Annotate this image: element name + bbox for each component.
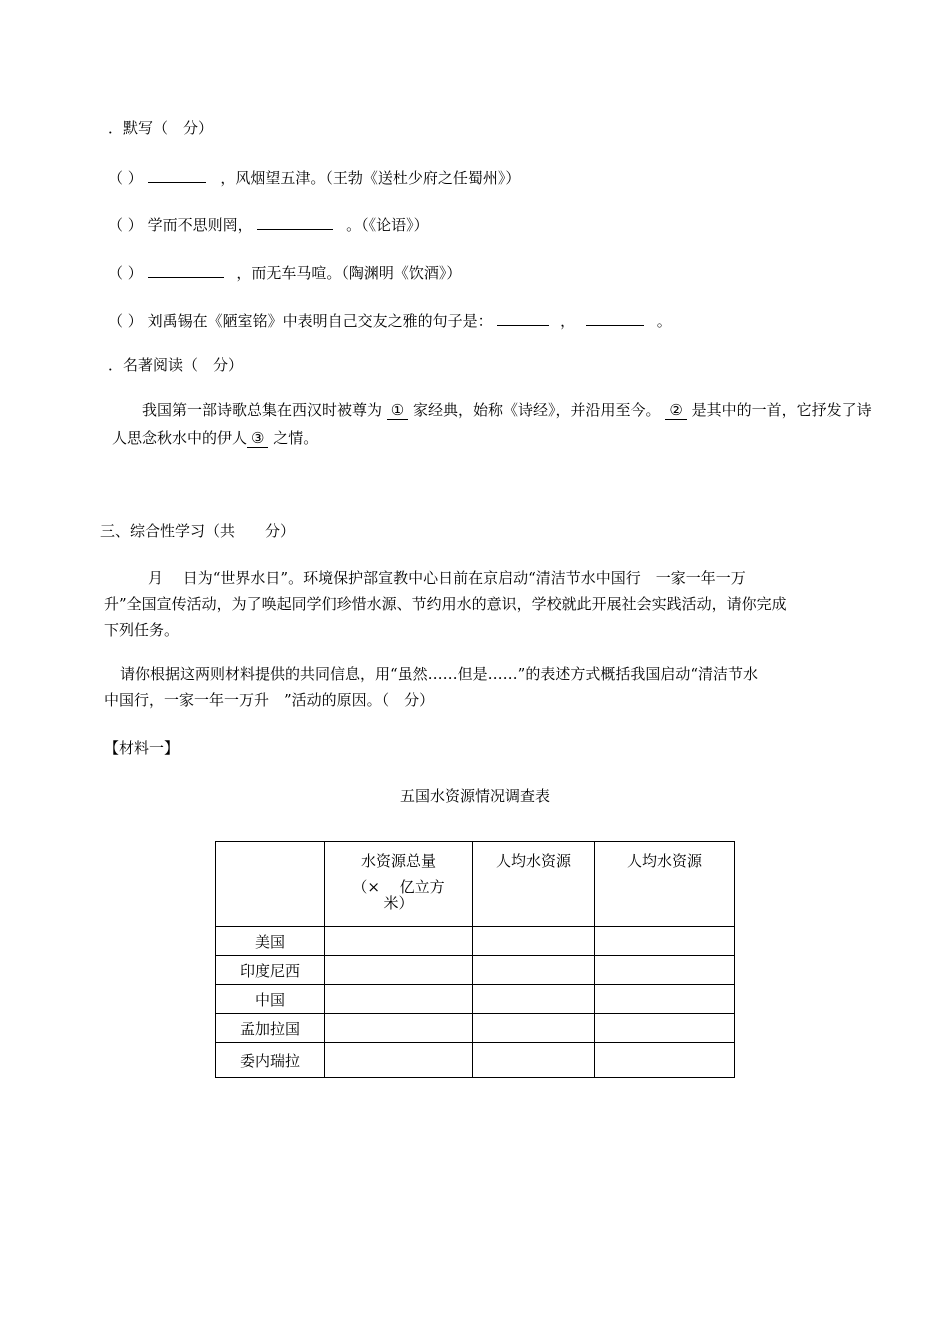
question-number: （ ） bbox=[108, 169, 143, 187]
dictation-question-3 bbox=[108, 261, 461, 283]
material-label: 【材料一】 bbox=[104, 739, 180, 757]
question-number: （ ） bbox=[108, 312, 143, 330]
paragraph-text: 之情。 bbox=[273, 429, 319, 447]
intro-line-2: 升”全国宣传活动，为了唤起同学们珍惜水源、节约用水的意识，学校就此开展社会实践活动，请你完成 bbox=[104, 595, 787, 613]
header-subtext: 米） bbox=[383, 894, 414, 912]
input-cell[interactable] bbox=[325, 1043, 473, 1078]
header-subtext: （× 亿立方 bbox=[352, 878, 445, 896]
input-cell[interactable] bbox=[325, 927, 473, 956]
header-cell-total bbox=[325, 842, 473, 927]
task-line-1: 请你根据这两则材料提供的共同信息，用“虽然……但是……”的表述方式概括我国启动“清洁节水 bbox=[120, 665, 759, 683]
paragraph-text: 我国第一部诗歌总集在西汉时被尊为 bbox=[142, 401, 383, 419]
table-row bbox=[216, 1043, 735, 1078]
integrated-heading: 三、综合性学习（共 分） bbox=[100, 522, 296, 540]
input-cell[interactable] bbox=[473, 927, 595, 956]
header-cell-per-capita-2 bbox=[595, 842, 735, 927]
header-cell-per-capita bbox=[473, 842, 595, 927]
question-text: ，风烟望五津。（王勃《送杜少府之任蜀州》） bbox=[220, 169, 521, 187]
dictation-question-2 bbox=[108, 213, 429, 235]
table-title: 五国水资源情况调查表 bbox=[400, 787, 551, 805]
input-cell[interactable] bbox=[473, 1043, 595, 1078]
input-cell[interactable] bbox=[325, 985, 473, 1014]
table-row bbox=[216, 985, 735, 1014]
task-line-2: 中国行，一家一年一万升 ”活动的原因。（ 分） bbox=[104, 691, 435, 709]
question-number: （ ） bbox=[108, 216, 143, 234]
table-header-row bbox=[216, 842, 735, 927]
question-text: ， bbox=[560, 312, 576, 330]
country-cell: 孟加拉国 bbox=[216, 1014, 325, 1043]
country-cell: 印度尼西 bbox=[216, 956, 325, 985]
table-row bbox=[216, 1014, 735, 1043]
input-cell[interactable] bbox=[325, 1014, 473, 1043]
answer-blank[interactable] bbox=[148, 261, 224, 278]
classics-paragraph bbox=[112, 396, 877, 452]
answer-blank[interactable] bbox=[586, 309, 644, 326]
intro-line-3: 下列任务。 bbox=[104, 621, 180, 639]
question-number: （ ） bbox=[108, 264, 143, 282]
dictation-heading: ．默写（ 分） bbox=[108, 119, 214, 137]
question-text: 刘禹锡在《陋室铭》中表明自己交友之雅的句子是： bbox=[147, 312, 493, 330]
dictation-question-4 bbox=[108, 309, 672, 331]
question-text: ，而无车马喧。（陶渊明《饮酒》） bbox=[236, 264, 462, 282]
intro-line-1: 月 日为“世界水日”。环境保护部宣教中心日前在京启动“清洁节水中国行 一家一年一万 bbox=[148, 569, 746, 587]
header-text: 人均水资源 bbox=[626, 852, 702, 870]
question-text: 学而不思则罔， bbox=[147, 216, 253, 234]
header-text: 人均水资源 bbox=[495, 852, 571, 870]
header-text: 水资源总量 bbox=[360, 852, 436, 870]
input-cell[interactable] bbox=[595, 985, 735, 1014]
input-cell[interactable] bbox=[473, 1014, 595, 1043]
input-cell[interactable] bbox=[595, 1043, 735, 1078]
input-cell[interactable] bbox=[595, 927, 735, 956]
header-cell-empty bbox=[216, 842, 325, 927]
answer-blank-3[interactable]: ③ bbox=[247, 429, 268, 448]
answer-blank[interactable] bbox=[497, 309, 549, 326]
paragraph-text: 家经典，始称《诗经》，并沿用至今。 bbox=[413, 401, 661, 419]
country-cell: 委内瑞拉 bbox=[216, 1043, 325, 1078]
input-cell[interactable] bbox=[473, 956, 595, 985]
answer-blank[interactable] bbox=[148, 166, 206, 183]
question-text: 。（《论语》） bbox=[346, 216, 429, 234]
table-row bbox=[216, 927, 735, 956]
input-cell[interactable] bbox=[325, 956, 473, 985]
input-cell[interactable] bbox=[595, 1014, 735, 1043]
country-cell: 美国 bbox=[216, 927, 325, 956]
country-cell: 中国 bbox=[216, 985, 325, 1014]
input-cell[interactable] bbox=[473, 985, 595, 1014]
water-resources-table bbox=[215, 841, 735, 1078]
paragraph-text: 是其中的一首，它抒发了诗人思念秋水中的伊人 bbox=[112, 401, 872, 447]
input-cell[interactable] bbox=[595, 956, 735, 985]
question-text: 。 bbox=[656, 312, 672, 330]
answer-blank[interactable] bbox=[257, 213, 333, 230]
answer-blank-2[interactable]: ② bbox=[665, 401, 686, 420]
dictation-question-1 bbox=[108, 166, 520, 188]
classics-heading: ．名著阅读（ 分） bbox=[108, 356, 244, 374]
table-row bbox=[216, 956, 735, 985]
answer-blank-1[interactable]: ① bbox=[387, 401, 408, 420]
